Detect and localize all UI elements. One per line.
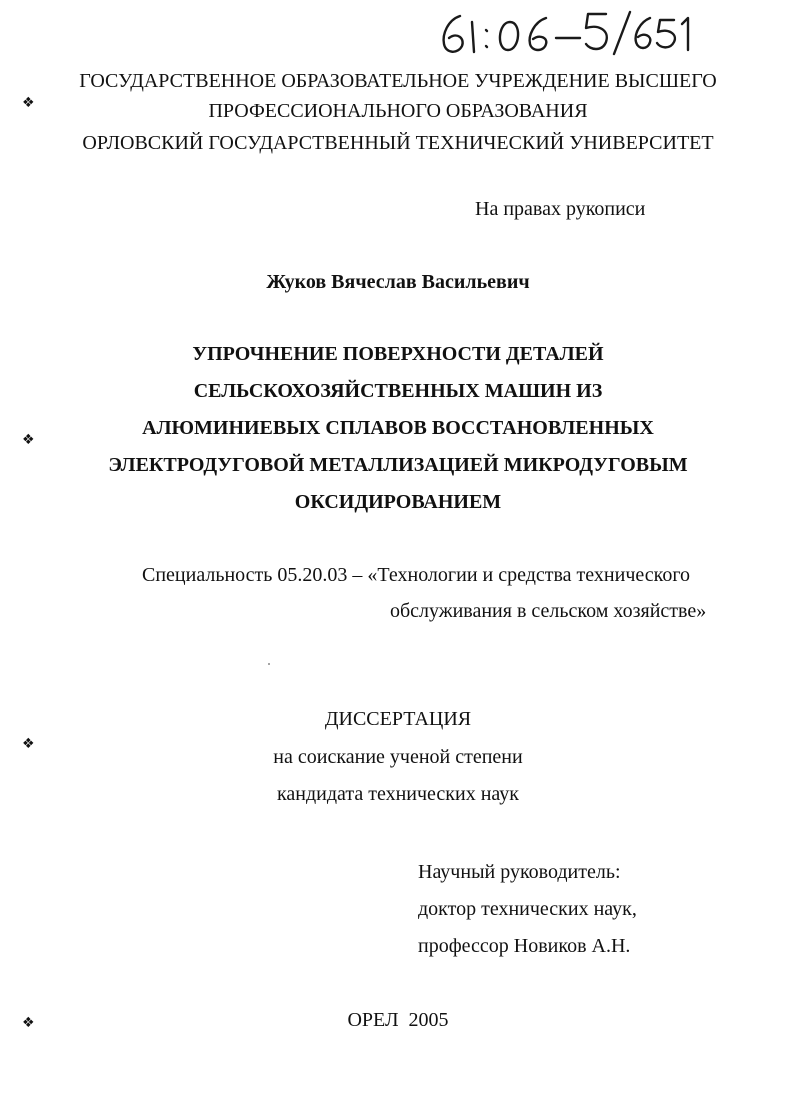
title-line-5: ОКСИДИРОВАНИЕМ: [294, 491, 502, 513]
dissertation-heading: ДИССЕРТАЦИЯ: [324, 708, 472, 730]
scan-binding-mark: ❖: [22, 432, 35, 448]
institution-line-1: ГОСУДАРСТВЕННОЕ ОБРАЗОВАТЕЛЬНОЕ УЧРЕЖДЕНИЕ ВЫСШЕГО: [79, 70, 717, 92]
dissertation-degree-line-1: на соискание ученой степени: [273, 746, 523, 768]
scan-binding-mark: ❖: [22, 736, 35, 752]
scan-binding-mark: ❖: [22, 95, 35, 111]
supervisor-degree: доктор технических наук,: [418, 898, 637, 920]
supervisor-name: профессор Новиков А.Н.: [418, 935, 631, 957]
city-year: ОРЕЛ 2005: [347, 1009, 449, 1031]
dissertation-degree-line-2: кандидата технических наук: [276, 783, 520, 805]
specialty-line-1: Специальность 05.20.03 – «Технологии и средства технического: [142, 564, 691, 586]
institution-line-3: ОРЛОВСКИЙ ГОСУДАРСТВЕННЫЙ ТЕХНИЧЕСКИЙ УНИВЕРСИТЕТ: [82, 132, 714, 154]
title-line-4: ЭЛЕКТРОДУГОВОЙ МЕТАЛЛИЗАЦИЕЙ МИКРОДУГОВЫМ: [108, 454, 688, 476]
archive-code-handwritten: [430, 8, 710, 60]
title-line-1: УПРОЧНЕНИЕ ПОВЕРХНОСТИ ДЕТАЛЕЙ: [192, 343, 604, 365]
scan-binding-mark: ❖: [22, 1015, 35, 1031]
title-line-2: СЕЛЬСКОХОЗЯЙСТВЕННЫХ МАШИН ИЗ: [193, 380, 603, 402]
specialty-line-2: обслуживания в сельском хозяйстве»: [390, 600, 707, 622]
title-line-3: АЛЮМИНИЕВЫХ СПЛАВОВ ВОССТАНОВЛЕННЫХ: [142, 417, 654, 439]
scan-speck: [268, 663, 270, 665]
author-name: Жуков Вячеслав Васильевич: [266, 271, 530, 293]
supervisor-label: Научный руководитель:: [418, 861, 621, 883]
manuscript-note: На правах рукописи: [475, 198, 646, 220]
institution-line-2: ПРОФЕССИОНАЛЬНОГО ОБРАЗОВАНИЯ: [208, 100, 588, 122]
